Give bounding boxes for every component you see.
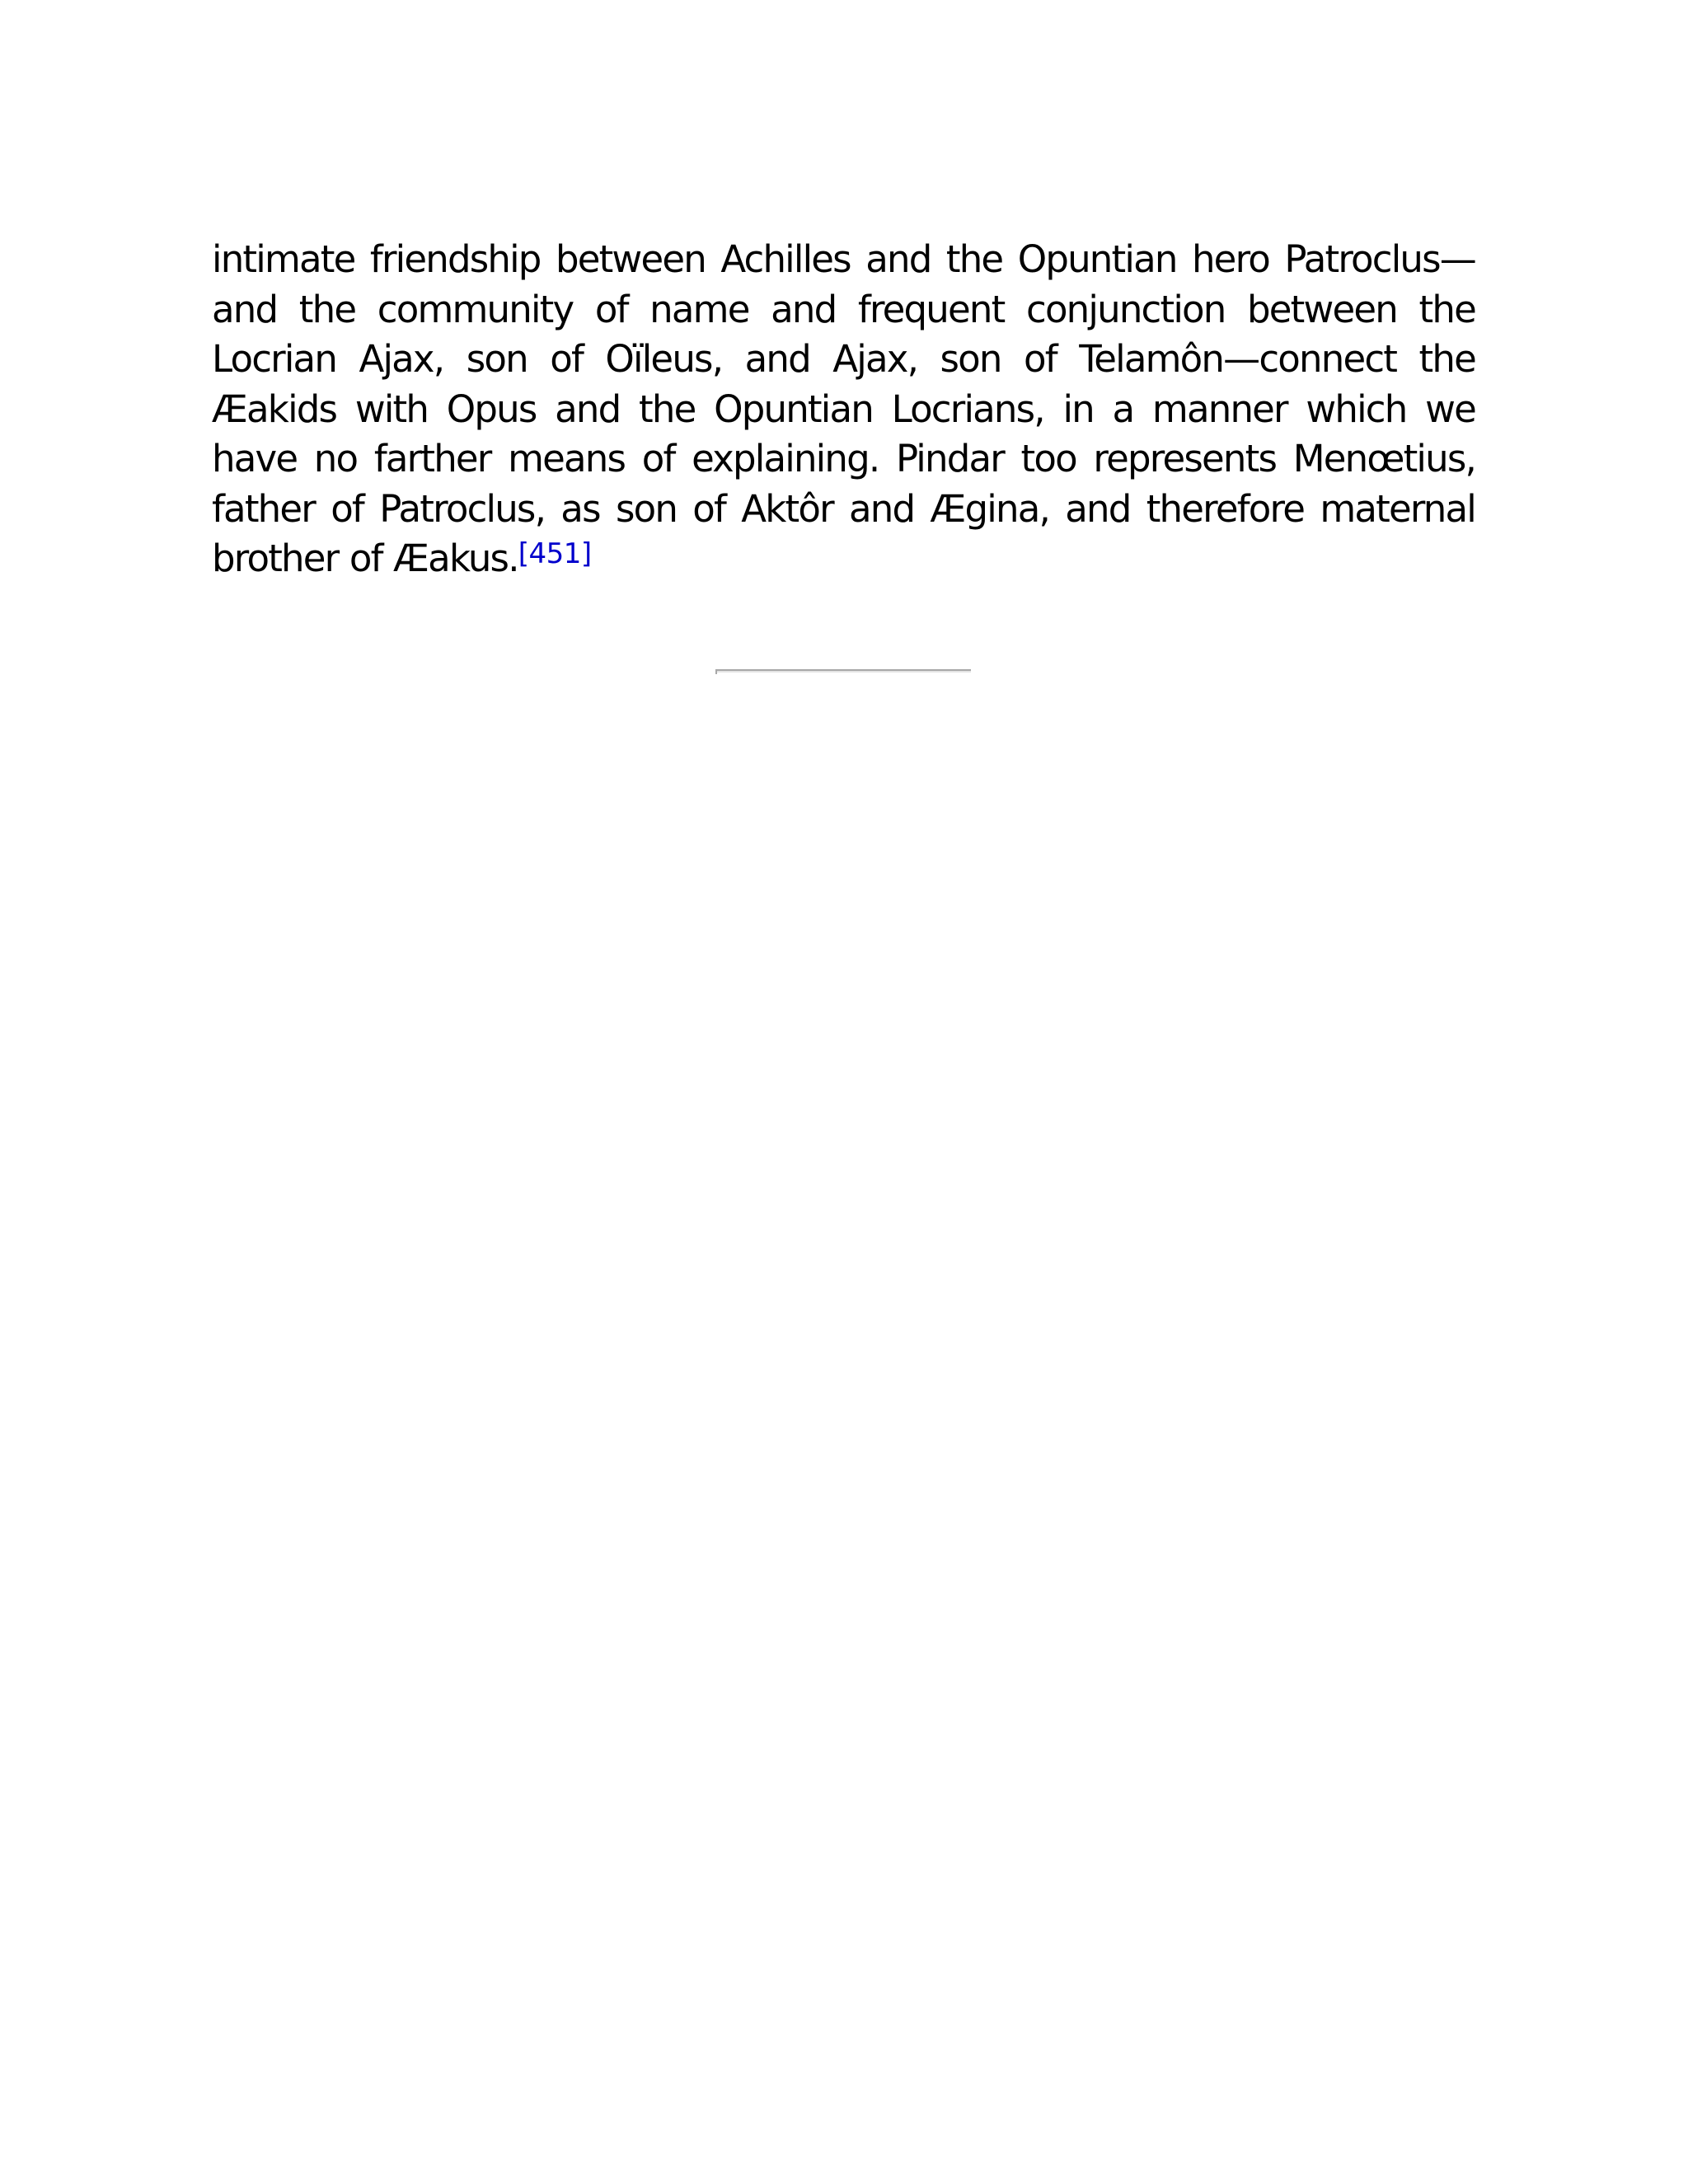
footnote-link[interactable]: [451] (518, 537, 592, 570)
paragraph-text: intimate friendship between Achilles and the Opuntian hero Patroclus—and the community of name and frequent conjunction between the Locrian Ajax, son of Oïleus, and Ajax, son of Telamôn—connect the Æakids with Opus and the Opuntian Locrians, in a manner which we have no farther means of explaining. Pindar too represents Menœtius, father of Patroclus, as son of Aktôr and Ægina, and therefore maternal brother of Æakus. (212, 237, 1475, 580)
body-paragraph (212, 235, 1475, 584)
section-divider (715, 669, 971, 673)
